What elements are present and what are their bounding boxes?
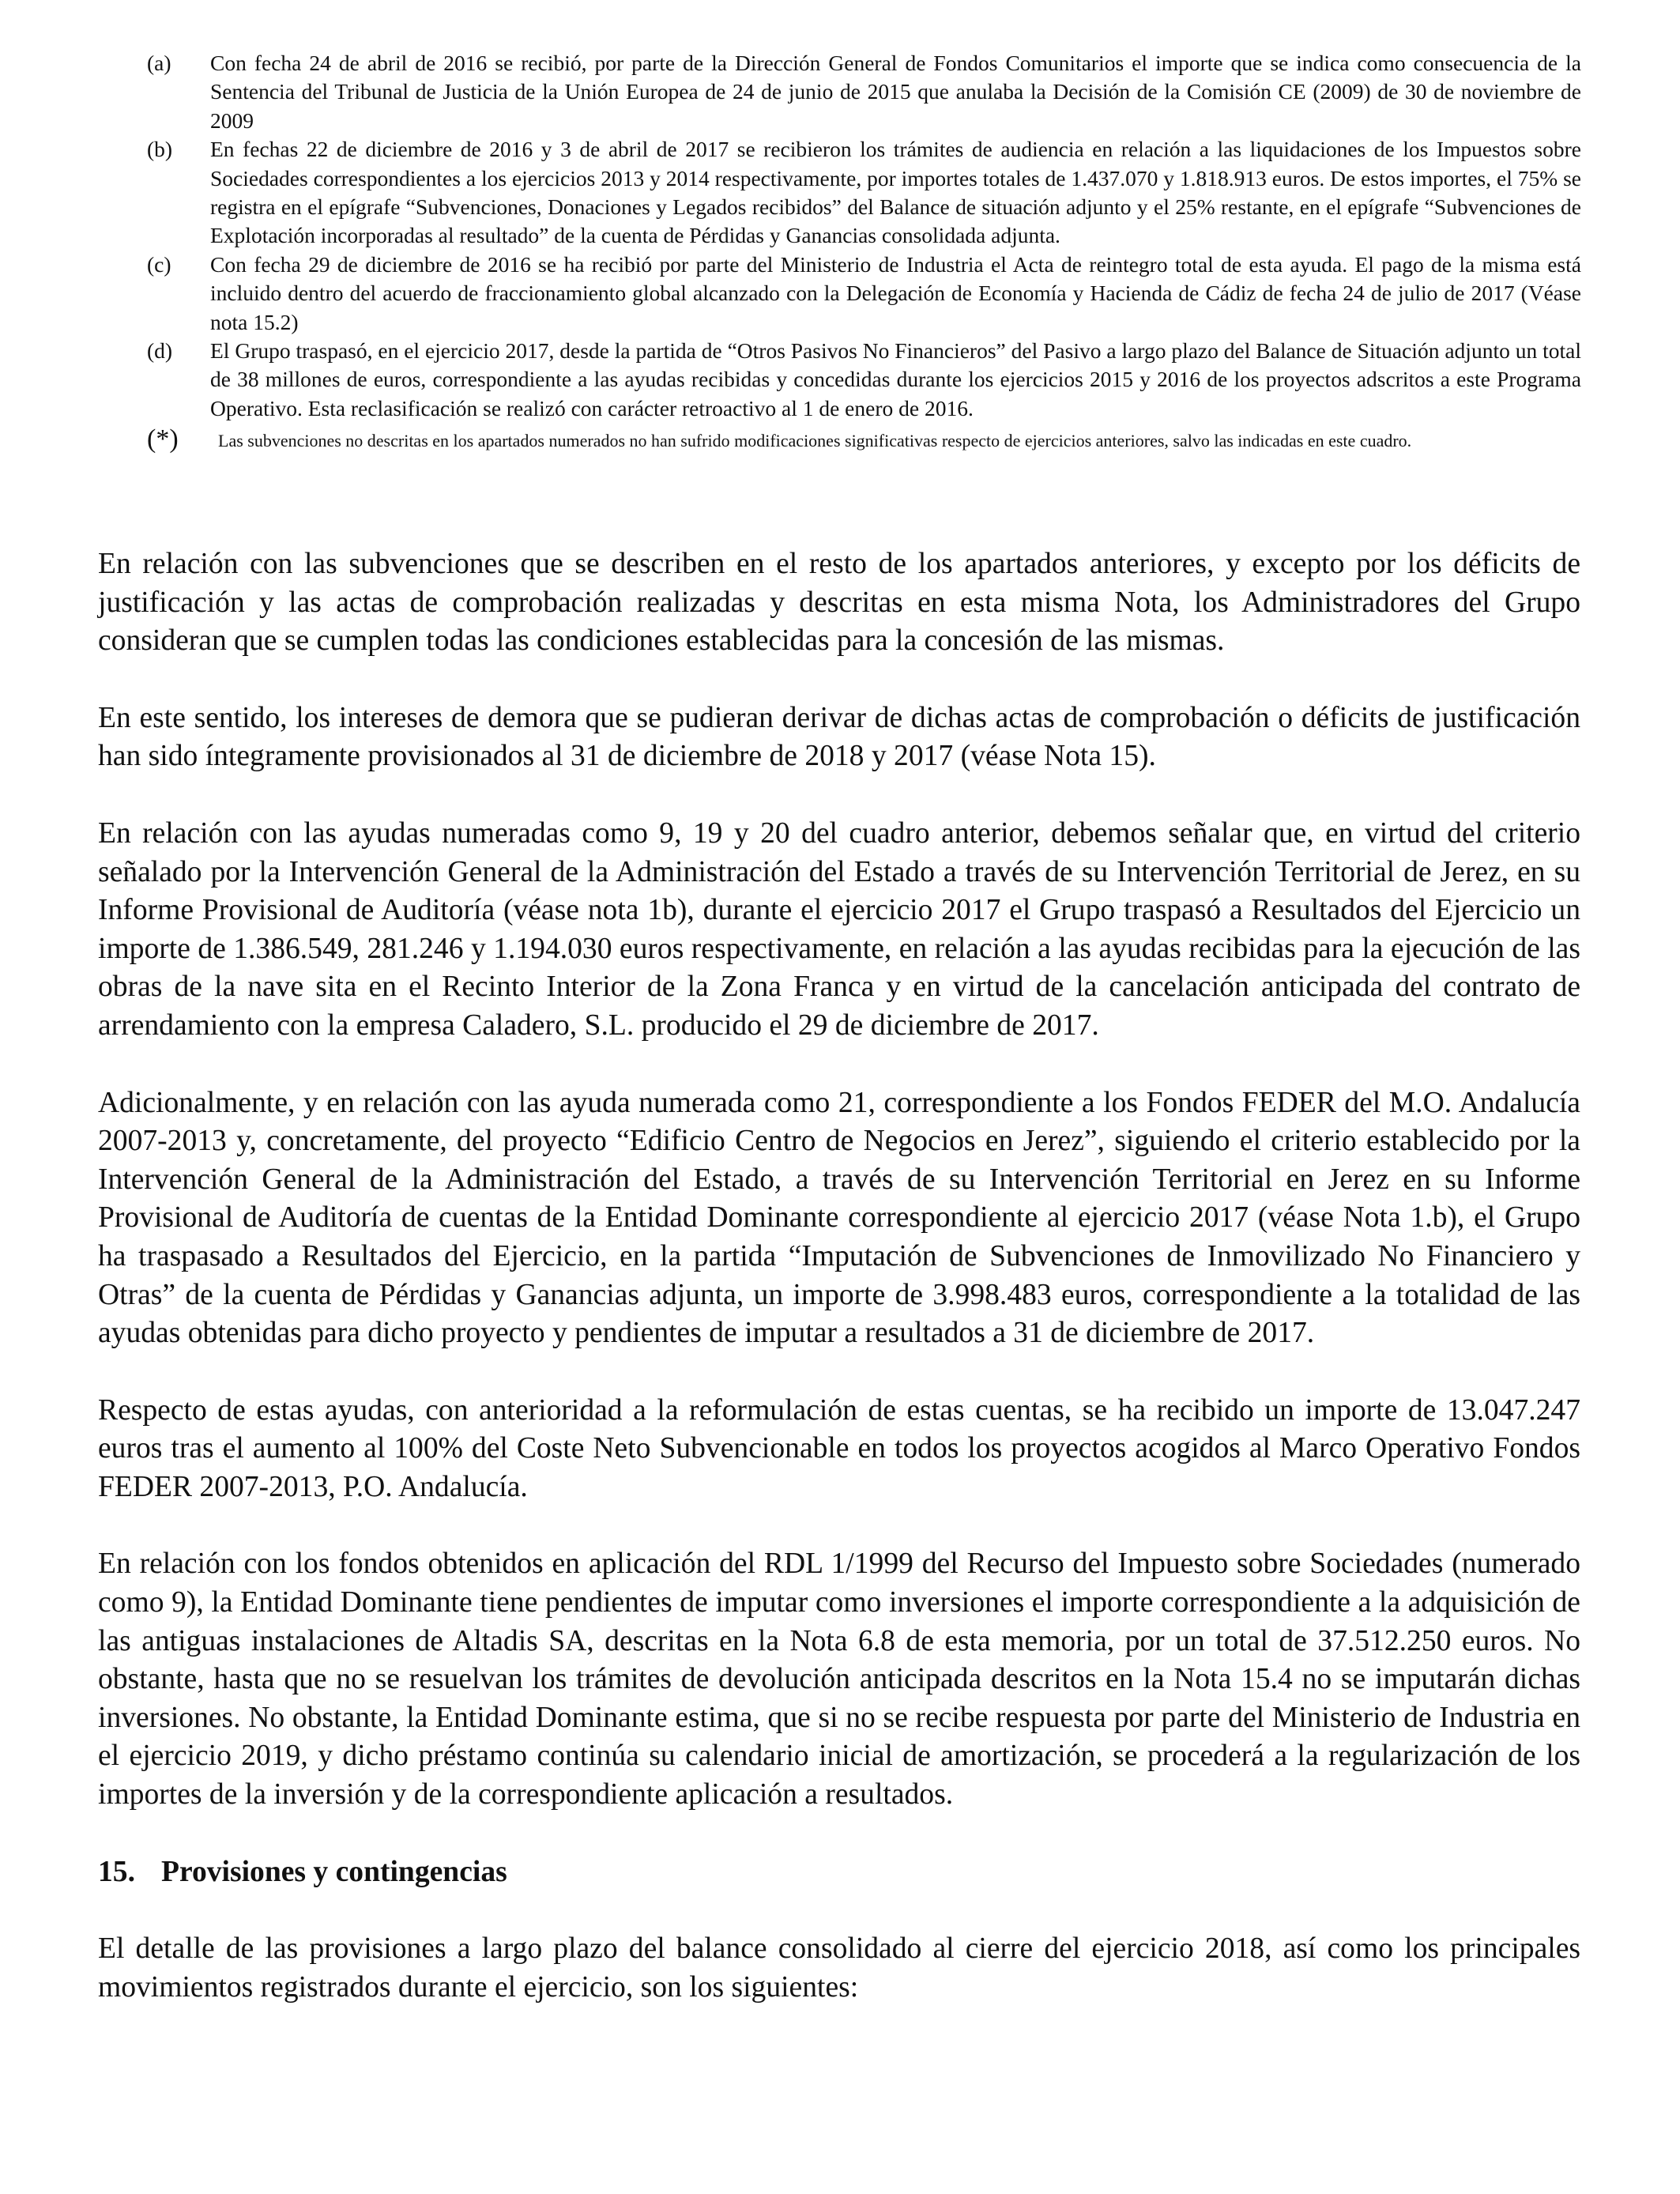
paragraph: En relación con las ayudas numeradas como 9, 19 y 20 del cuadro anterior, debemos señalar que, en virtud del criterio señalado por la Intervención General de la Administración del Estado a través de su Intervención Territorial de Jerez, en su Informe Provisional de Auditoría (véase nota 1b), durante el ejercicio 2017 el Grupo traspasó a Resultados del Ejercicio un importe de 1.386.549, 281.246 y 1.194.030 euros respectivamente, en relación a las ayudas recibidas para la ejecución de las obras de la nave sita en el Recinto Interior de la Zona Franca y en virtud de la cancelación anticipada del contrato de arrendamiento con la empresa Caladero, S.L. producido el 29 de diciembre de 2017. bbox=[98, 816, 1580, 1042]
note-marker: (a) bbox=[147, 51, 171, 75]
note-d bbox=[147, 337, 1581, 423]
note-text: El Grupo traspasó, en el ejercicio 2017, desde la partida de “Otros Pasivos No Financieros” del Pasivo a largo plazo del Balance de Situación adjunto un total de 38 millones de euros, correspondiente a las ayudas recibidas y concedidas durante los ejercicios 2015 y 2016 de los proyectos adscritos a este Programa Operativo. Esta reclasificación se realizó con carácter retroactivo al 1 de enero de 2016. bbox=[210, 338, 1581, 420]
note-marker: (b) bbox=[147, 137, 173, 162]
notes-list bbox=[147, 49, 1581, 454]
note-c bbox=[147, 251, 1581, 337]
paragraph: Respecto de estas ayudas, con anterioridad a la reformulación de estas cuentas, se ha recibido un importe de 13.047.247 euros tras el aumento al 100% del Coste Neto Subvencionable en todos los proyectos acogidos al Marco Operativo Fondos FEDER 2007-2013, P.O. Andalucía. bbox=[98, 1393, 1580, 1503]
body-text bbox=[98, 545, 1580, 2045]
footnote-text: Las subvenciones no descritas en los apartados numerados no han sufrido modificaciones significativas respecto de ejercicios anteriores, salvo las indicadas en este cuadro. bbox=[218, 431, 1412, 451]
section-title: Provisiones y contingencias bbox=[161, 1855, 507, 1888]
paragraph: En relación con las subvenciones que se describen en el resto de los apartados anteriores, y excepto por los déficits de justificación y las actas de comprobación realizadas y descritas en esta misma Nota, los Administradores del Grupo consideran que se cumplen todas las condiciones establecidas para la concesión de las mismas. bbox=[98, 548, 1580, 658]
note-text: Con fecha 24 de abril de 2016 se recibió, por parte de la Dirección General de Fondos Comunitarios el importe que se indica como consecuencia de la Sentencia del Tribunal de Justicia de la Unión Europea de 24 de junio de 2015 que anulaba la Decisión de la Comisión CE (2009) de 30 de noviembre de 2009 bbox=[210, 51, 1581, 133]
section-number: 15. bbox=[98, 1855, 135, 1888]
paragraph: En este sentido, los intereses de demora que se pudieran derivar de dichas actas de comprobación o déficits de justificación han sido íntegramente provisionados al 31 de diciembre de 2018 y 2017 (véase Nota 15). bbox=[98, 701, 1580, 773]
paragraph: En relación con los fondos obtenidos en aplicación del RDL 1/1999 del Recurso del Impuesto sobre Sociedades (numerado como 9), la Entidad Dominante tiene pendientes de imputar como inversiones el importe correspondiente a la adquisición de las antiguas instalaciones de Altadis SA, descritas en la Nota 6.8 de esta memoria, por un total de 37.512.250 euros. No obstante, hasta que no se resuelvan los trámites de devolución anticipada descritos en la Nota 15.4 no se imputarán dichas inversiones. No obstante, la Entidad Dominante estima, que si no se recibe respuesta por parte del Ministerio de Industria en el ejercicio 2019, y dicho préstamo continúa su calendario inicial de amortización, se procederá a la regularización de los importes de la inversión y de la correspondiente aplicación a resultados. bbox=[98, 1547, 1580, 1811]
note-b bbox=[147, 135, 1581, 251]
section-heading bbox=[98, 1853, 1580, 1892]
footnote-marker: (*) bbox=[147, 424, 179, 454]
note-text: En fechas 22 de diciembre de 2016 y 3 de abril de 2017 se recibieron los trámites de audiencia en relación a las liquidaciones de los Impuestos sobre Sociedades correspondientes a los ejercicios 2013 y 2014 respectivamente, por importes totales de 1.437.070 y 1.818.913 euros. De estos importes, el 75% se registra en el epígrafe “Subvenciones, Donaciones y Legados recibidos” del Balance de situación adjunto y el 25% restante, en el epígrafe “Subvenciones de Explotación incorporadas al resultado” de la cuenta de Pérdidas y Ganancias consolidada adjunta. bbox=[210, 137, 1581, 248]
paragraph: Adicionalmente, y en relación con las ayuda numerada como 21, correspondiente a los Fondos FEDER del M.O. Andalucía 2007-2013 y, concretamente, del proyecto “Edificio Centro de Negocios en Jerez”, siguiendo el criterio establecido por la Intervención General de la Administración del Estado, a través de su Intervención Territorial en Jerez en su Informe Provisional de Auditoría de cuentas de la Entidad Dominante correspondiente al ejercicio 2017 (véase Nota 1.b), el Grupo ha traspasado a Resultados del Ejercicio, en la partida “Imputación de Subvenciones de Inmovilizado No Financiero y Otras” de la cuenta de Pérdidas y Ganancias adjunta, un importe de 3.998.483 euros, correspondiente a la totalidad de las ayudas obtenidas para dicho proyecto y pendientes de imputar a resultados a 31 de diciembre de 2017. bbox=[98, 1086, 1580, 1350]
note-text: Con fecha 29 de diciembre de 2016 se ha recibió por parte del Ministerio de Industria el Acta de reintegro total de esta ayuda. El pago de la misma está incluido dentro del acuerdo de fraccionamiento global alcanzado con la Delegación de Economía y Hacienda de Cádiz de fecha 24 de julio de 2017 (Véase nota 15.2) bbox=[210, 251, 1581, 334]
note-marker: (c) bbox=[147, 251, 171, 277]
footnote bbox=[147, 424, 1581, 454]
note-marker: (d) bbox=[147, 338, 173, 364]
note-a bbox=[147, 49, 1581, 135]
section-intro: El detalle de las provisiones a largo plazo del balance consolidado al cierre del ejercicio 2018, así como los principales movimientos registrados durante el ejercicio, son los siguientes: bbox=[98, 1932, 1580, 2004]
